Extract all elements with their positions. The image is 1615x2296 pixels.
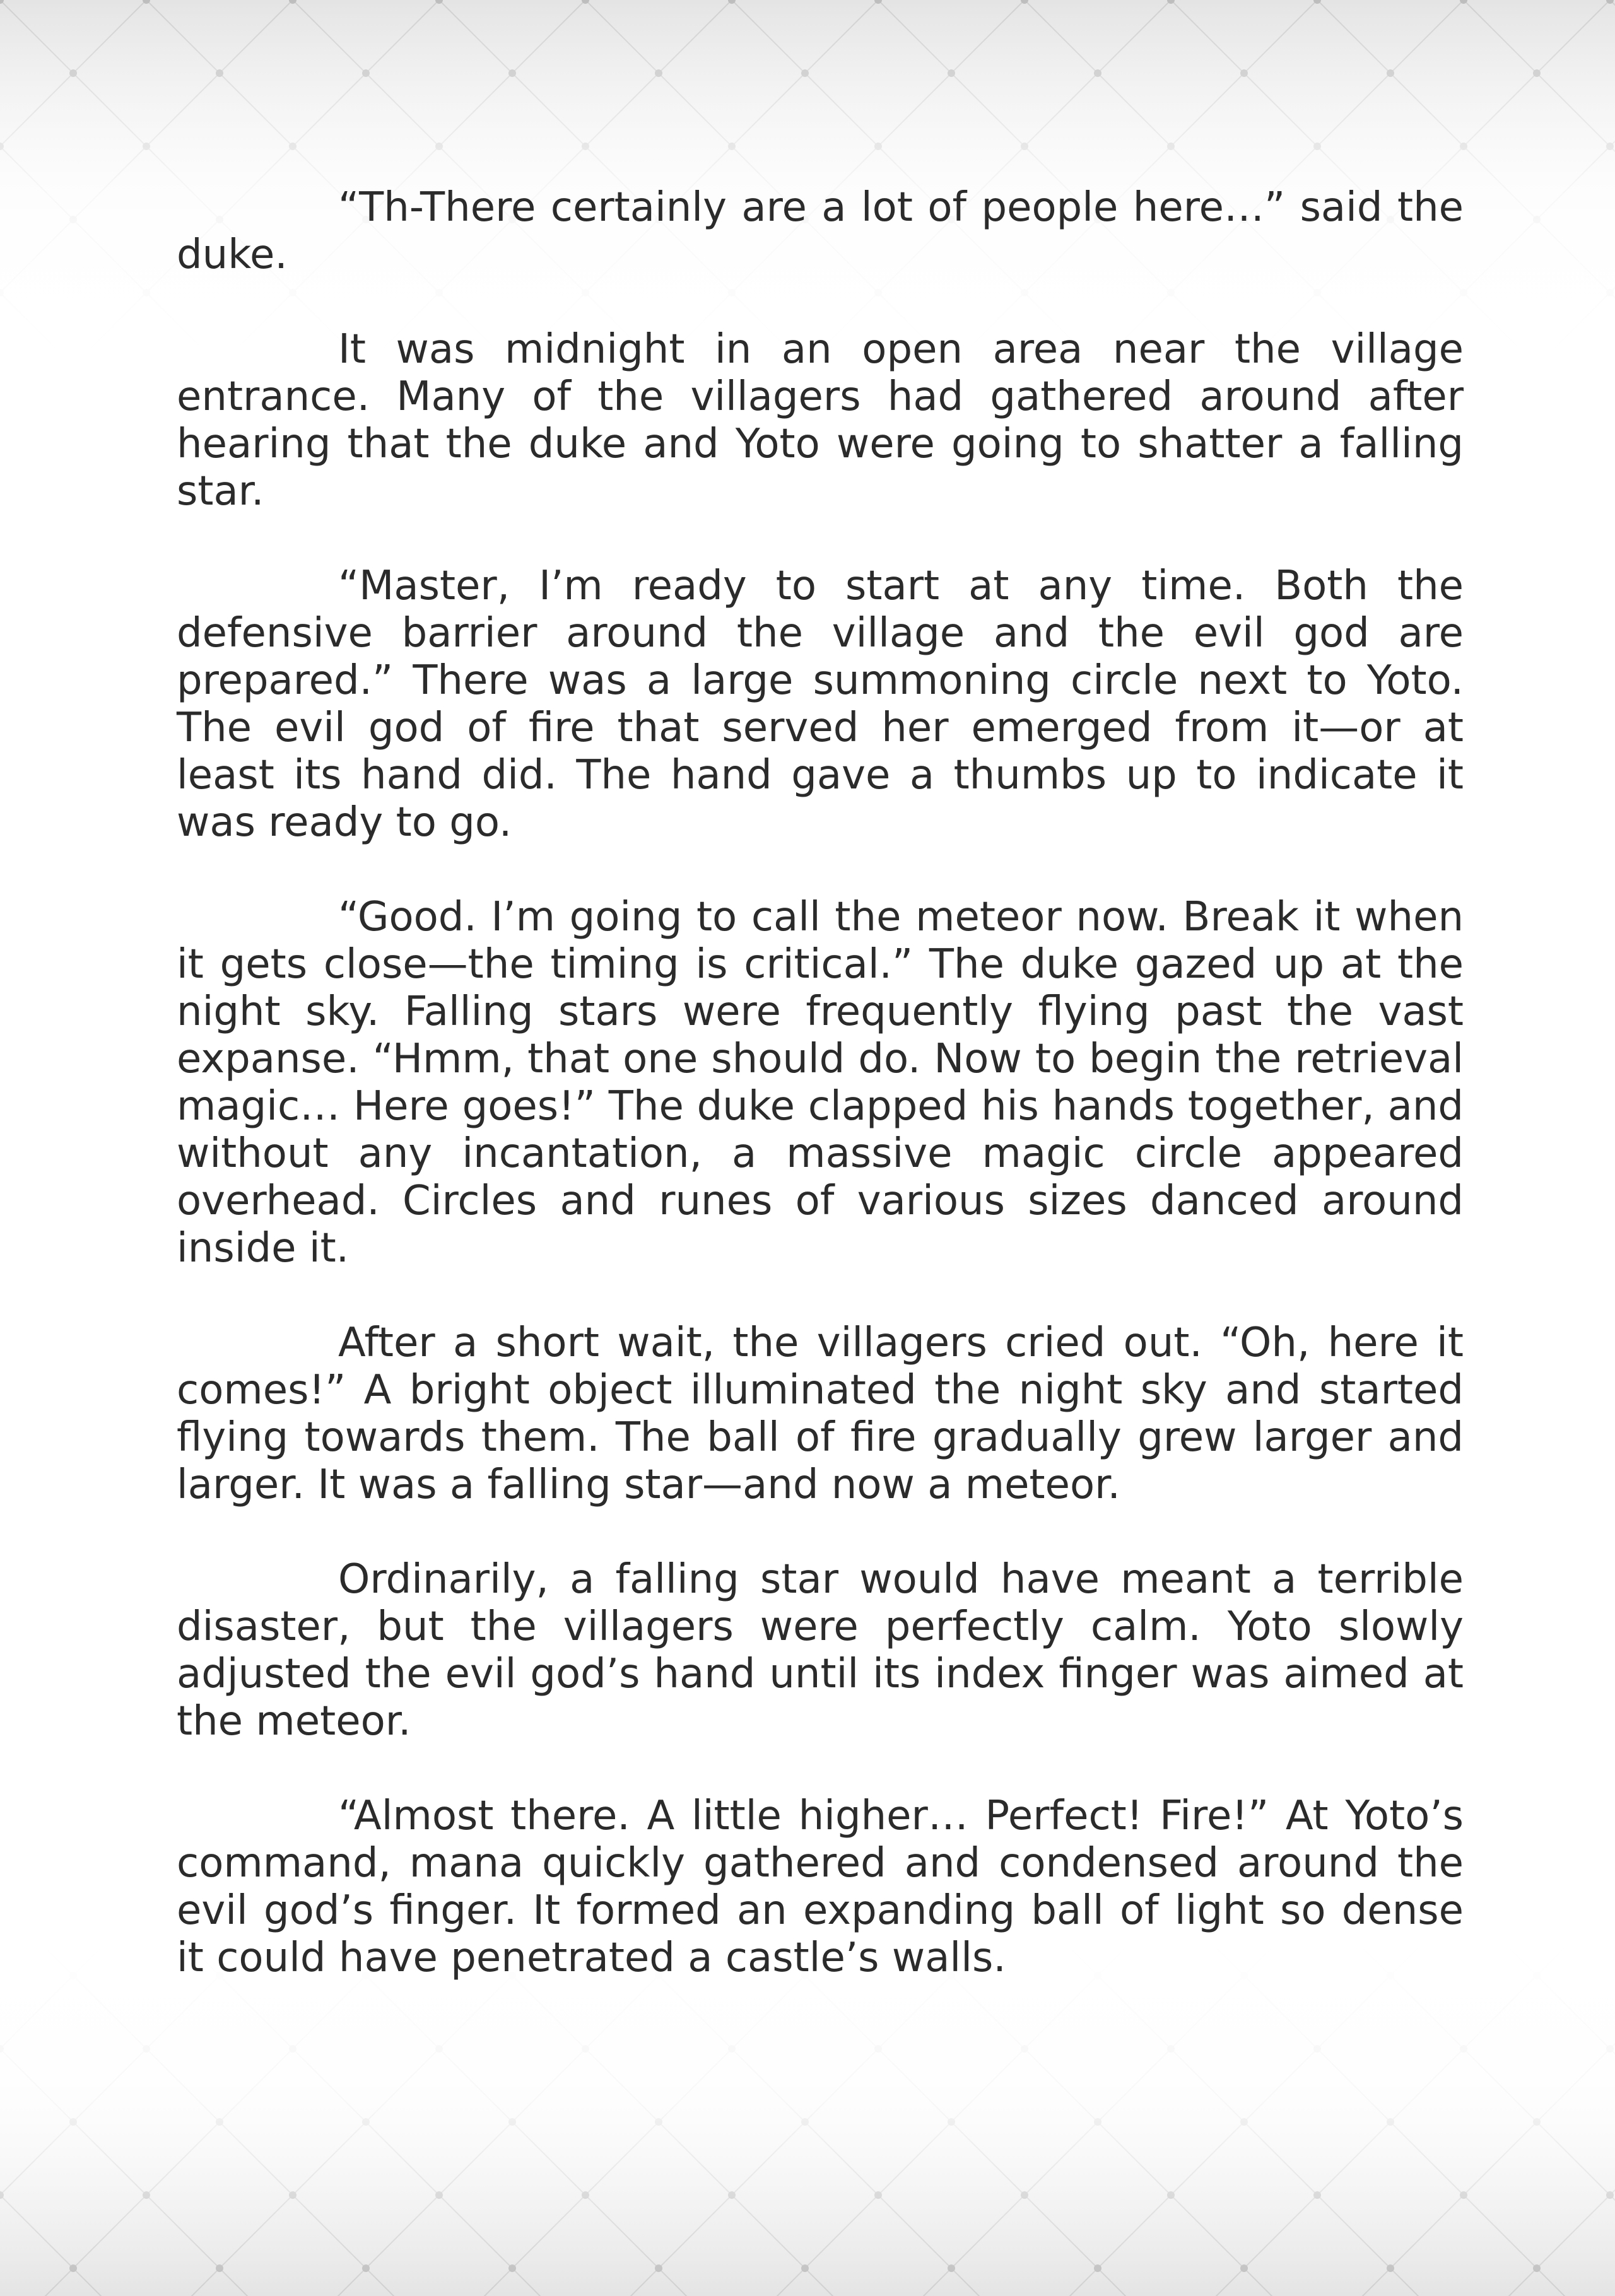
paragraph-5: After a short wait, the villagers cried out. “Oh, here it comes!” A bright object illuminated the night sky and started flying towards them. The ball of fire gradually grew larger and larger. It was a falling star—and now a meteor. bbox=[177, 1320, 1464, 1508]
paragraph-4: “Good. I’m going to call the meteor now. Break it when it gets close—the timing is critical.” The duke gazed up at the night sky. Falling stars were frequently flying past the vast expanse. “Hmm, that one should do. Now to begin the retrieval magic… Here goes!” The duke clapped his hands together, and without any incantation, a massive magic circle appeared overhead. Circles and runes of various sizes danced around inside it. bbox=[177, 894, 1464, 1272]
body-text bbox=[177, 184, 1464, 1982]
paragraph-2: It was midnight in an open area near the village entrance. Many of the villagers had gathered around after hearing that the duke and Yoto were going to shatter a falling star. bbox=[177, 326, 1464, 515]
paragraph-6: Ordinarily, a falling star would have meant a terrible disaster, but the villagers were perfectly calm. Yoto slowly adjusted the evil god’s hand until its index finger was aimed at the meteor. bbox=[177, 1556, 1464, 1745]
paragraph-1: “Th-There certainly are a lot of people here…” said the duke. bbox=[177, 184, 1464, 278]
paragraph-7: “Almost there. A little higher… Perfect! Fire!” At Yoto’s command, mana quickly gathered and condensed around the evil god’s finger. It formed an expanding ball of light so dense it could have penetrated a castle’s walls. bbox=[177, 1793, 1464, 1981]
paragraph-3: “Master, I’m ready to start at any time. Both the defensive barrier around the village and the evil god are prepared.” There was a large summoning circle next to Yoto. The evil god of fire that served her emerged from it—or at least its hand did. The hand gave a thumbs up to indicate it was ready to go. bbox=[177, 563, 1464, 846]
